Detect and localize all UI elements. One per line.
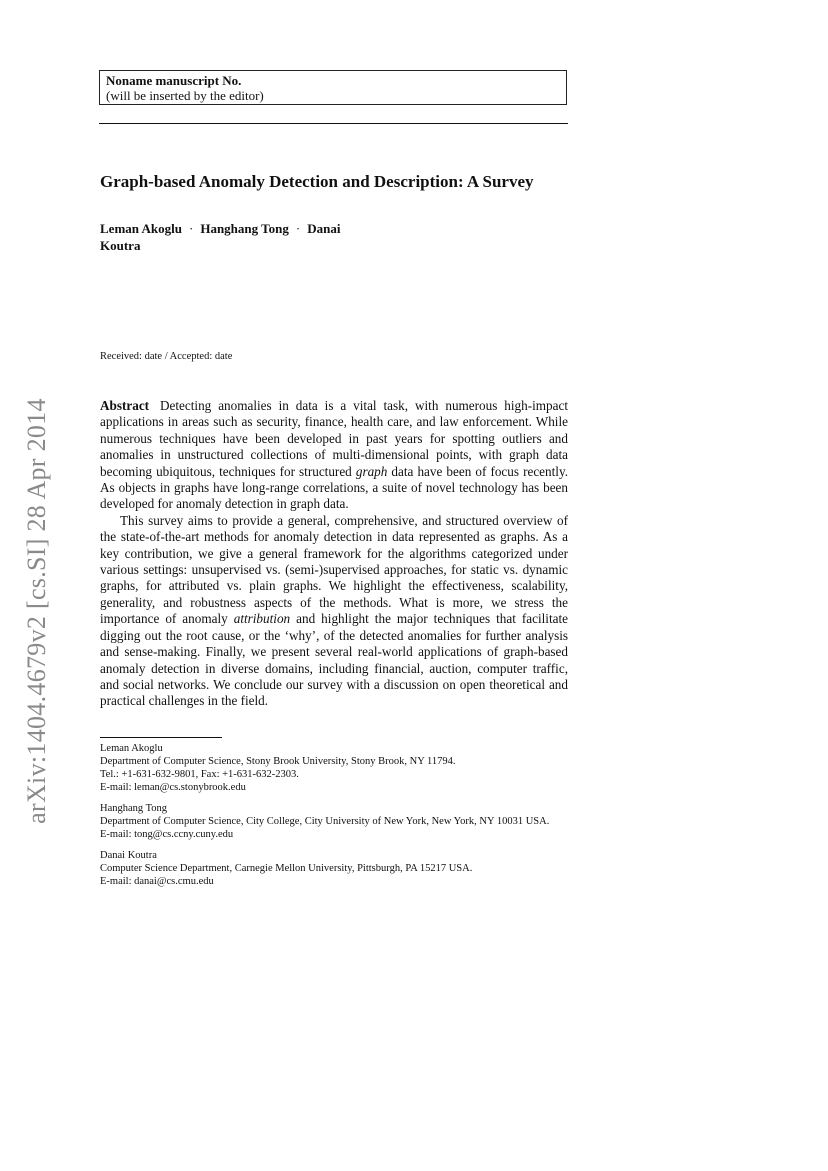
abstract-section [100,398,568,710]
abstract-text: Detecting anomalies in data is a vital task, with numerous high-impact applications in areas such as security, finance, health care, and law enforcement. While numerous techniques have been developed in past years for spotting outliers and anomalies in unstructured collections of multi-dimensional points, with graph data becoming ubiquitous, techniques for structured [100,398,569,479]
footnote-affiliation: Computer Science Department, Carnegie Mellon University, Pittsburgh, PA 15217 USA. [100,863,473,874]
abstract-paragraph [100,398,568,513]
arxiv-sidebar-stamp [12,376,62,846]
footnote-phone: Tel.: +1-631-632-9801, Fax: +1-631-632-2303. [100,769,299,780]
footnote-email: E-mail: leman@cs.stonybrook.edu [100,782,246,793]
footnote-author-1 [100,742,580,794]
author-name: Danai Koutra [100,221,341,253]
footnote-affiliation: Department of Computer Science, City College, City University of New York, New York, NY 10031 USA. [100,816,550,827]
abstract-label: Abstract [100,398,150,413]
abstract-text: and highlight the major techniques that facilitate digging out the root cause, or the ‘why’, of the detected anomalies for further analysis and sense-making. Finally, we present several real-world applications of graph-based anomaly detection in diverse domains, including financial, auction, computer traffic, and social networks. We conclude our survey with a discussion on open theoretical and practical challenges in the field. [100,611,568,709]
paper-title: Graph-based Anomaly Detection and Description: A Survey [100,172,534,191]
author-name: Hanghang Tong [200,221,289,236]
abstract-text: This survey aims to provide a general, comprehensive, and structured overview of the state-of-the-art methods for anomaly detection in data represented as graphs. As a key contribution, we give a general framework for the algorithms categorized under various settings: unsupervised vs. (semi-)supervised approaches, for static vs. dynamic graphs, for attributed vs. plain graphs. We highlight the effectiveness, scalability, generality, and robustness aspects of the methods. What is more, we stress the importance of anomaly [100,512,568,627]
footnote-name: Danai Koutra [100,850,157,861]
footnote-email: E-mail: tong@cs.ccny.cuny.edu [100,829,234,840]
footnote-author-2 [100,802,580,841]
abstract-paragraph [100,513,568,710]
manuscript-number-label: Noname manuscript No. [106,73,242,88]
author-name: Leman Akoglu [100,221,182,236]
footnote-affiliation: Department of Computer Science, Stony Brook University, Stony Brook, NY 11794. [100,756,456,767]
editor-note: (will be inserted by the editor) [106,88,264,103]
abstract-emphasis: graph [355,463,388,479]
header-rule [99,123,568,124]
footnote-name: Leman Akoglu [100,743,163,754]
arxiv-id-text: arXiv:1404.4679v2 [cs.SI] 28 Apr 2014 [22,398,51,824]
author-separator: · [295,221,301,236]
author-list [100,220,380,254]
author-separator: · [189,221,194,236]
abstract-text: data have been of focus recently. As objects in graphs have long-range correlations, a suite of novel technology has been developed for anomaly detection in graph data. [100,463,568,512]
footnote-email: E-mail: danai@cs.cmu.edu [100,876,214,887]
abstract-emphasis: attribution [233,611,291,627]
author-footnotes [100,742,580,896]
footnote-name: Hanghang Tong [100,803,168,814]
manuscript-number-box [99,70,567,105]
footnote-author-3 [100,849,580,888]
received-accepted-line: Received: date / Accepted: date [100,351,233,362]
footnote-rule [100,737,222,738]
